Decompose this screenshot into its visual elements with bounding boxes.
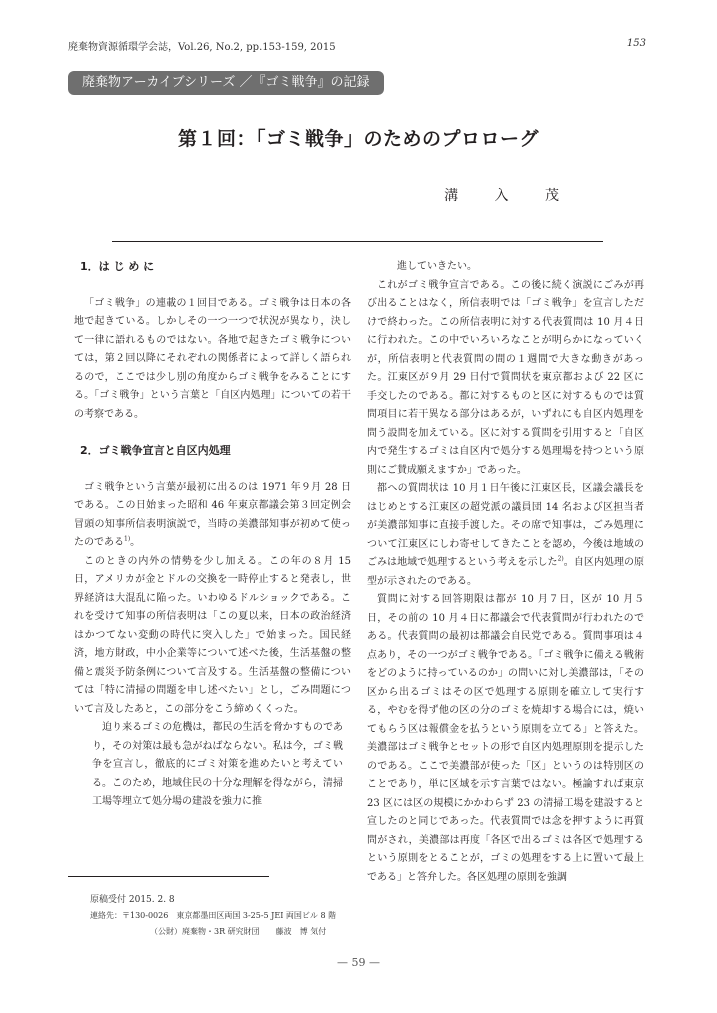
received-date: 原稿受付 2015. 2. 8 xyxy=(90,895,175,905)
section-1-paragraph: 「ゴミ戦争」の連載の１回目である。ゴミ戦争は日本の各地で起きている。しかしその一つ一つで状況が異なり，決して一律に語れるものではない。各地で起きたゴミ戦争については，第２回以降にそれぞれの関係者によって詳しく語られるので，ここでは少し別の角度からゴミ戦争をみることにする。「ゴミ戦争」という言葉と「自区内処理」についての若干の考察である。 xyxy=(74,297,351,420)
title-rule xyxy=(112,241,603,242)
section-1-heading: 1．は じ め に xyxy=(80,260,155,273)
right-paragraph-2 xyxy=(367,480,644,591)
section-2-paragraph-1 xyxy=(74,479,351,553)
page-footer: — 59 — xyxy=(337,956,380,969)
reference-2: 2) xyxy=(557,555,564,563)
section-2-paragraph-1-text: ゴミ戦争という言葉が最初に出るのは 1971 年９月 28 日である。この日始まった昭和 46 年東京都議会第３回定例会冒頭の知事所信表明演説で，当時の美濃部知事が初めて使ったのである xyxy=(74,481,351,548)
right-paragraph-2-text: 都への質問状は 10 月１日午後に江東区長，区議会議長をはじめとする江東区の超党派の議員団 14 名および区担当者が美濃部知事に直接手渡した。その席で知事は，ごみ処理について江東区にしわ寄せしてきたことを認め，今後は地域のごみは地域で処理するという考えを示した xyxy=(367,483,644,568)
left-column xyxy=(74,258,351,812)
right-paragraph-3: 質問に対する回答期限は都が 10 月７日，区が 10 月５日，その前の 10 月４日に都議会で代表質問が行われたのである。代表質問の最初は都議会自民党である。質問事項は４点あり，その一つがゴミ戦争である。「ゴミ戦争に備える戦術をどのように持っているのか」の問いに対し美濃部は，「その区から出るゴミはその区で処理する原則を確立して実行する，やむを得ず他の区の分のゴミを焼却する場合には，焼いてもらう区は報償金を払うという原則を立てる」と答えた。美濃部はゴミ戦争とセットの形で自区内処理原則を提示したのである。ここで美濃部が使った「区」というのは特別区のことであり，単に区域を示す言葉ではない。極論すれば東京 23 区には区の規模にかかわらず 23 の清掃工場を建設すると宣したのと同じであった。代表質問では念を押すように再質問がされ，美濃部は再度「各区で出るゴミは各区で処理するという原則をとることが，ゴミの処理をする上に置いて最上である」と答弁した。各区処理の原則を強調 xyxy=(367,594,644,883)
right-paragraph-2-end: 。自区内処理の原型が示されたのである。 xyxy=(367,557,645,587)
speech-quote: 迫り来るゴミの危機は，都民の生活を脅かすものであり，その対策は最も急がねばならない。私は今，ゴミ戦争を宣言し，徹底的にゴミ対策を進めたいと考えている。このため，地域住民の十分な理解を得ながら，清掃工場等埋立て処分場の建設を強力に推 xyxy=(92,722,343,807)
article-title: 第１回：「ゴミ戦争」のためのプロローグ xyxy=(177,128,539,150)
contact-address: 連絡先：〒130-0026 東京都墨田区両国 3-25-5 JEI 両国ビル 8 階 xyxy=(90,911,337,920)
footnote-rule xyxy=(68,876,269,877)
author-name: 溝 入 茂 xyxy=(444,188,575,204)
page-number: 153 xyxy=(626,38,646,49)
speech-quote-continued: 進していきたい。 xyxy=(397,261,477,272)
section-2-heading: 2．ゴミ戦争宣言と自区内処理 xyxy=(80,444,231,457)
right-paragraph-1: これがゴミ戦争宣言である。この後に続く演説にごみが再び出ることはなく，所信表明では「ゴミ戦争」を宣言しただけで終わった。この所信表明に対する代表質問は 10 月４日に行われた。この中でいろいろなことが明らかになっていくが，所信表明と代表質問の間の１週間で大きな動きがあった。江東区が９月 29 日付で質問状を東京都および 22 区に手交したのである。都に対するものと区に対するものでは質問項目に若干異なる部分はあるが，いずれにも自区内処理を問う設問を加えている。区に対する質問を引用すると「自区内で発生するゴミは自区内で処分する処理場を持つという原則にご賛成願えますか」であった。 xyxy=(367,279,644,476)
reference-1: 1) xyxy=(124,535,131,543)
section-2-paragraph-2: このときの内外の情勢を少し加える。この年の８月 15 日，アメリカが金とドルの交換を一時停止すると発表し，世界経済は大混乱に陥った。いわゆるドルショックである。これを受けて知事の所信表明は「この夏以来，日本の政治経済はかつてない変動の時代に突入した」で始まった。国民経済，地方財政，中小企業等について述べた後，生活基盤の整備と震災予防条例について言及する。生活基盤の整備については「特に清掃の問題を申し述べたい」とし，ごみ問題について言及したあと，この部分をこう締めくくった。 xyxy=(74,555,351,715)
right-column xyxy=(367,258,644,887)
series-banner: 廃棄物アーカイブシリーズ ／『ゴミ戦争』の記録 xyxy=(68,71,384,95)
contact-organization: （公財）廃棄物・3R 研究財団 藤波 博 気付 xyxy=(150,927,327,936)
journal-citation: 廃棄物資源循環学会誌，Vol.26, No.2, pp.153-159, 2015 xyxy=(68,42,336,53)
section-2-paragraph-1-end: 。 xyxy=(130,537,141,548)
